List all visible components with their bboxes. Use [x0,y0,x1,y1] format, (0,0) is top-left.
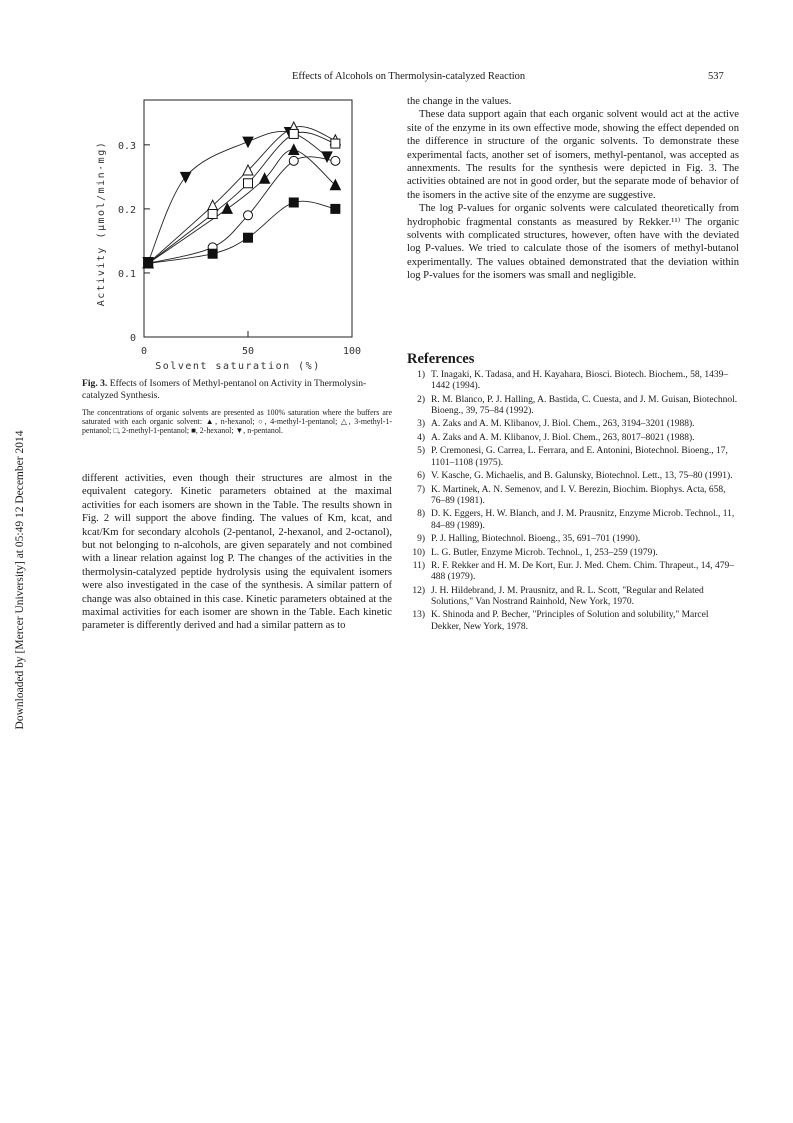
reference-number: 13) [412,610,425,621]
reference-item [407,471,739,482]
running-header [0,71,793,87]
series-line-4-methyl-1-pentanol [148,157,335,264]
figure-caption [82,378,392,401]
data-point-2-hexanol [144,259,153,268]
series-line-3-methyl-1-pentanol [148,127,335,264]
reference-text: A. Zaks and A. M. Klibanov, J. Biol. Chem., 263, 3194–3201 (1988). [431,419,695,430]
references-heading: References [407,351,475,367]
data-point-n-pentanol [243,137,253,147]
data-point-2-hexanol [208,249,217,258]
reference-text: K. Martinek, A. N. Semenov, and I. V. Berezin, Biochim. Biophys. Acta, 658, 76–89 (1981). [431,484,726,506]
paragraph: The log P-values for organic solvents were calculated theoretically from hydrophobic fragmental constants as measured by Rekker.¹¹⁾ The organic solvents with complicated structures, however, often have with the deviated log P-values. We tried to calculate those of the isomers of methyl-butanol experimentally. The values obtained demonstrated that the deviation within log P-values for the isomers was small and negligible. [407,203,739,282]
reference-item [407,395,739,417]
data-point-4-methyl-1-pentanol [244,211,253,220]
reference-number: 9) [417,534,425,545]
reference-number: 12) [412,585,425,596]
reference-item [407,586,739,608]
x-tick-label: 100 [342,346,362,357]
series-line-n-hexanol [148,150,335,263]
paragraph: These data support again that each organic solvent would act at the active site of the enzyme in its own effective mode, showing the effect depended on the difference in structure of the organic solvents. To demonstrate these experimental facts, another set of isomers, methyl-pentanol, was accepted as annexments. The results for the synthesis were depicted in Fig. 3. The activities obtained are not in good order, but the separate mode of behavior of the isomers in the active site of the enzyme are suggestive. [407,109,739,201]
data-point-2-methyl-1-pentanol [244,179,253,188]
download-watermark: Downloaded by [Mercer University] at 05:49 12 December 2014 [14,430,26,730]
reference-number: 10) [412,547,425,558]
data-point-4-methyl-1-pentanol [331,156,340,165]
y-tick-label: 0 [129,333,136,344]
x-tick-label: 50 [241,346,255,357]
series-line-2-hexanol [148,201,335,263]
reference-number: 5) [417,446,425,457]
data-point-n-hexanol [289,144,299,154]
reference-text: T. Inagaki, K. Tadasa, and H. Kayahara, Biosci. Biotech. Biochem., 58, 1439–1442 (1994). [431,370,729,392]
data-point-2-methyl-1-pentanol [331,139,340,148]
activity-chart [82,92,392,377]
paragraph: the change in the values. [407,96,512,107]
reference-item [407,433,739,444]
reference-text: R. M. Blanco, P. J. Halling, A. Bastida, C. Cuesta, and J. M. Guisan, Biotechnol. Bioeng., 39, 75–84 (1992). [431,394,738,416]
reference-item [407,548,739,559]
reference-item [407,534,739,545]
data-point-2-methyl-1-pentanol [289,129,298,138]
x-tick-label: 0 [140,346,148,357]
reference-text: K. Shinoda and P. Becher, "Principles of Solution and solubility," Marcel Dekker, New York, 1978. [431,610,709,632]
reference-number: 11) [412,561,425,572]
y-tick-label: 0.3 [117,140,136,152]
y-tick-label: 0.1 [117,268,136,280]
reference-number: 3) [417,419,425,430]
data-point-2-hexanol [289,198,298,207]
caption-label: Fig. 3. [82,378,108,389]
reference-item [407,509,739,531]
reference-number: 6) [417,471,425,482]
reference-text: D. K. Eggers, H. W. Blanch, and J. M. Prausnitz, Enzyme Microb. Technol., 11, 84–89 (1989). [431,509,735,531]
caption-note: The concentrations of organic solvents are presented as 100% saturation where the buffers are saturated with each organic solvent: ▲, n-hexanol; ○, 4-methyl-1-pentanol; △, 3-methyl-1-pentanol; □, 2-methyl-1-pentanol; ■, 2-hexanol; ▼, n-pentanol. [82,408,392,435]
reference-number: 8) [417,509,425,520]
reference-text: J. H. Hildebrand, J. M. Prausnitz, and R. L. Scott, "Regular and Related Solutions," Van Nostrand Rainhold, New York, 1970. [431,585,704,607]
right-column-text [407,95,739,283]
reference-item [407,419,739,430]
left-column-text [82,472,392,633]
reference-text: A. Zaks and A. M. Klibanov, J. Biol. Chem., 263, 8017–8021 (1988). [431,432,695,443]
reference-text: P. Cremonesi, G. Carrea, L. Ferrara, and E. Antonini, Biotechnol. Bioeng., 17, 1101–1108 (1975). [431,446,728,468]
y-tick-label: 0.2 [117,204,136,216]
y-axis-label: Activity (μmol/min·mg) [96,140,107,307]
reference-number: 4) [417,432,425,443]
reference-text: L. G. Butler, Enzyme Microb. Technol., 1, 253–259 (1979). [431,547,658,558]
data-point-3-methyl-1-pentanol [208,200,218,210]
reference-text: R. F. Rekker and H. M. De Kort, Eur. J. Med. Chem. Chim. Thrapeut., 14, 479–488 (1979). [431,561,735,583]
x-axis-label: Solvent saturation (%) [155,361,321,372]
references-list [407,370,739,635]
reference-item [407,485,739,507]
reference-item [407,610,739,632]
data-point-2-hexanol [331,204,340,213]
reference-number: 1) [417,370,425,380]
running-title: Effects of Alcohols on Thermolysin-catalyzed Reaction [292,71,526,82]
reference-item [407,370,739,392]
data-point-4-methyl-1-pentanol [289,156,298,165]
reference-number: 7) [417,484,425,495]
reference-item [407,561,739,583]
reference-text: P. J. Halling, Biotechnol. Bioeng., 35, 691–701 (1990). [431,534,641,545]
paragraph: different activities, even though their structures are almost in the equivalent category. Kinetic parameters obtained at the maximal activities for each isomers are shown in the Table. The results shown in Fig. 2 will support the above finding. The values of Km, kcat, and kcat/Km for secondary alcohols (2-pentanol, 2-hexanol, and 2-octanol), but not belonging to n-alcohols, are given separately and not combined with a linear relation against log P. The changes of the activities in the thermolysin-catalyzed peptide hydrolysis using the equivalent isomers were also investigated in the case of the synthesis. A similar pattern of change was also obtained in this case. Kinetic parameters obtained at the maximal activities for each isomer are shown in the Table. Each kinetic parameter is differently derived and had a similar pattern as to [82,473,392,632]
caption-text: Effects of Isomers of Methyl-pentanol on Activity in Thermolysin-catalyzed Synthesis. [82,378,367,401]
page-number: 537 [708,71,724,82]
data-point-2-hexanol [244,233,253,242]
reference-item [407,446,739,468]
reference-number: 2) [417,394,425,405]
figure-3 [82,92,392,377]
reference-text: V. Kasche, G. Michaelis, and B. Galunsky, Biotechnol. Lett., 13, 75–80 (1991). [431,471,733,482]
data-point-2-methyl-1-pentanol [208,210,217,219]
